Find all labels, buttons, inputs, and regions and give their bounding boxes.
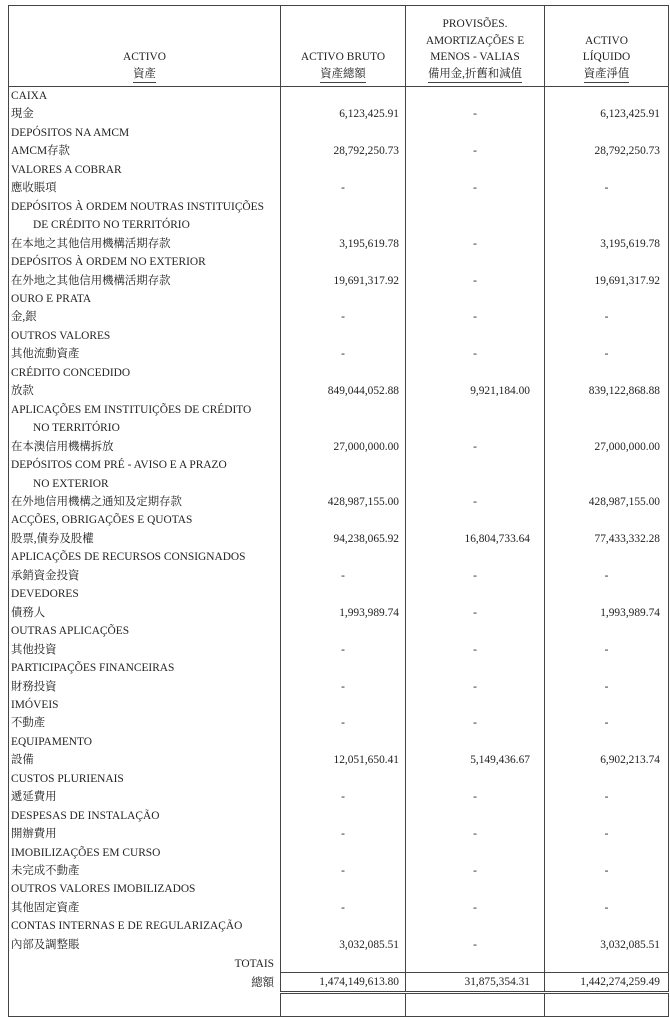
cell-activo-bruto	[281, 880, 406, 898]
row-label: 其他投資	[9, 641, 281, 659]
totals-label-row	[9, 954, 669, 973]
cell-provisoes	[406, 327, 545, 345]
cell-provisoes	[406, 475, 545, 493]
cell-activo-bruto: 3,195,619.78	[281, 235, 406, 253]
header-activo: ACTIVO 資產	[9, 6, 281, 87]
cell-provisoes: -	[406, 308, 545, 326]
cell-activo-bruto	[281, 548, 406, 566]
row-label: 現金	[9, 105, 281, 123]
cell-provisoes: -	[406, 641, 545, 659]
cell-activo-bruto: 1,993,989.74	[281, 604, 406, 622]
cell-activo-bruto	[281, 770, 406, 788]
cell-provisoes	[406, 216, 545, 234]
table-row	[9, 124, 669, 142]
cell-activo-liquido: -	[545, 788, 669, 806]
cell-activo-bruto: -	[281, 567, 406, 585]
row-label: DE CRÉDITO NO TERRITÓRIO	[9, 216, 281, 234]
cell-provisoes: -	[406, 936, 545, 954]
cell-provisoes: -	[406, 604, 545, 622]
cell-activo-liquido	[545, 401, 669, 419]
cell-activo-bruto: -	[281, 825, 406, 843]
cell-activo-liquido	[545, 696, 669, 714]
cell-provisoes: -	[406, 678, 545, 696]
row-label: DEPÓSITOS NA AMCM	[9, 124, 281, 142]
table-row	[9, 585, 669, 603]
table-row	[9, 105, 669, 123]
cell-activo-liquido: 3,032,085.51	[545, 936, 669, 954]
row-label: DESPESAS DE INSTALAÇÃO	[9, 807, 281, 825]
cell-activo-liquido: 3,195,619.78	[545, 235, 669, 253]
row-label: DEVEDORES	[9, 585, 281, 603]
cell-activo-liquido	[545, 364, 669, 382]
cell-activo-bruto: 428,987,155.00	[281, 493, 406, 511]
header-provisoes: PROVISÕES. AMORTIZAÇÕES E MENOS - VALIAS 備用金,折舊和減值	[406, 6, 545, 87]
header-activo-bruto: ACTIVO BRUTO 資產總額	[281, 6, 406, 87]
row-label: OUTROS VALORES	[9, 327, 281, 345]
cell-activo-bruto	[281, 327, 406, 345]
table-row	[9, 788, 669, 806]
cell-activo-liquido	[545, 807, 669, 825]
cell-provisoes: 9,921,184.00	[406, 382, 545, 400]
cell-activo-liquido	[545, 456, 669, 474]
row-label: 其他固定資產	[9, 899, 281, 917]
table-row	[9, 253, 669, 271]
row-label: 在本地之其他信用機構活期存款	[9, 235, 281, 253]
row-label: 放款	[9, 382, 281, 400]
row-label: CUSTOS PLURIENAIS	[9, 770, 281, 788]
cell-activo-liquido: 6,902,213.74	[545, 751, 669, 769]
cell-provisoes: -	[406, 105, 545, 123]
cell-activo-liquido: -	[545, 714, 669, 732]
table-row	[9, 733, 669, 751]
cell-activo-bruto	[281, 124, 406, 142]
table-row	[9, 419, 669, 437]
table-row	[9, 327, 669, 345]
cell-provisoes	[406, 733, 545, 751]
cell-activo-liquido	[545, 327, 669, 345]
cell-activo-liquido	[545, 548, 669, 566]
table-row	[9, 142, 669, 160]
table-row	[9, 216, 669, 234]
table-row	[9, 198, 669, 216]
row-label: OUTROS VALORES IMOBILIZADOS	[9, 880, 281, 898]
cell-activo-bruto	[281, 844, 406, 862]
row-label: PARTICIPAÇÕES FINANCEIRAS	[9, 659, 281, 677]
cell-provisoes	[406, 548, 545, 566]
cell-activo-liquido: -	[545, 862, 669, 880]
cell-provisoes	[406, 290, 545, 308]
row-label: EQUIPAMENTO	[9, 733, 281, 751]
row-label: 債務人	[9, 604, 281, 622]
cell-provisoes: 5,149,436.67	[406, 751, 545, 769]
cell-provisoes: -	[406, 142, 545, 160]
cell-provisoes	[406, 364, 545, 382]
row-label: OURO E PRATA	[9, 290, 281, 308]
cell-activo-bruto: -	[281, 678, 406, 696]
cell-activo-bruto: 3,032,085.51	[281, 936, 406, 954]
row-label: CONTAS INTERNAS E DE REGULARIZAÇÃO	[9, 917, 281, 935]
table-row	[9, 272, 669, 290]
table-row	[9, 678, 669, 696]
row-label: NO TERRITÓRIO	[9, 419, 281, 437]
row-label: VALORES A COBRAR	[9, 161, 281, 179]
cell-activo-bruto: -	[281, 345, 406, 363]
cell-activo-liquido	[545, 419, 669, 437]
cell-provisoes	[406, 456, 545, 474]
cell-activo-liquido	[545, 87, 669, 106]
cell-activo-liquido: -	[545, 678, 669, 696]
cell-activo-bruto	[281, 456, 406, 474]
row-label: 在外地之其他信用機構活期存款	[9, 272, 281, 290]
cell-activo-liquido: 1,993,989.74	[545, 604, 669, 622]
row-label: 應收賬項	[9, 179, 281, 197]
cell-activo-liquido	[545, 622, 669, 640]
table-row	[9, 456, 669, 474]
cell-activo-bruto	[281, 475, 406, 493]
header-activo-liquido: ACTIVO LÍQUIDO 資產淨值	[545, 6, 669, 87]
cell-activo-liquido: -	[545, 179, 669, 197]
table-row	[9, 641, 669, 659]
table-row	[9, 530, 669, 548]
row-label: IMÓVEIS	[9, 696, 281, 714]
cell-provisoes	[406, 770, 545, 788]
asset-table	[8, 5, 669, 1017]
table-row	[9, 880, 669, 898]
total-liquido: 1,442,274,259.49	[545, 973, 669, 993]
table-row	[9, 899, 669, 917]
total-provisoes: 31,875,354.31	[406, 973, 545, 993]
cell-activo-bruto	[281, 364, 406, 382]
row-label: 設備	[9, 751, 281, 769]
table-row	[9, 936, 669, 954]
table-row	[9, 567, 669, 585]
totals-label-zh: 總額	[9, 973, 281, 993]
cell-provisoes: -	[406, 179, 545, 197]
row-label: APLICAÇÕES EM INSTITUIÇÕES DE CRÉDITO	[9, 401, 281, 419]
row-label: CAIXA	[9, 87, 281, 106]
table-row	[9, 659, 669, 677]
row-label: NO EXTERIOR	[9, 475, 281, 493]
row-label: 不動產	[9, 714, 281, 732]
row-label: 開辦費用	[9, 825, 281, 843]
cell-provisoes	[406, 198, 545, 216]
cell-activo-liquido: 77,433,332.28	[545, 530, 669, 548]
cell-activo-liquido: 28,792,250.73	[545, 142, 669, 160]
row-label: 在本澳信用機構拆放	[9, 438, 281, 456]
table-row	[9, 622, 669, 640]
cell-activo-bruto	[281, 419, 406, 437]
cell-activo-liquido	[545, 216, 669, 234]
table-row	[9, 475, 669, 493]
cell-activo-bruto	[281, 659, 406, 677]
table-body	[9, 87, 669, 955]
cell-provisoes: -	[406, 862, 545, 880]
table-row	[9, 511, 669, 529]
cell-provisoes: -	[406, 272, 545, 290]
cell-activo-liquido	[545, 290, 669, 308]
cell-provisoes: -	[406, 899, 545, 917]
table-row	[9, 235, 669, 253]
table-row	[9, 345, 669, 363]
cell-activo-liquido: -	[545, 825, 669, 843]
table-row	[9, 825, 669, 843]
row-label: 其他流動資產	[9, 345, 281, 363]
cell-provisoes	[406, 253, 545, 271]
cell-provisoes	[406, 696, 545, 714]
cell-activo-liquido	[545, 475, 669, 493]
cell-provisoes: -	[406, 493, 545, 511]
cell-activo-bruto	[281, 807, 406, 825]
cell-activo-bruto: -	[281, 899, 406, 917]
table-row	[9, 714, 669, 732]
table-row	[9, 161, 669, 179]
table-row	[9, 844, 669, 862]
cell-provisoes: -	[406, 438, 545, 456]
header-row	[9, 6, 669, 87]
row-label: 金,銀	[9, 308, 281, 326]
table-row	[9, 493, 669, 511]
cell-activo-bruto: -	[281, 714, 406, 732]
cell-activo-liquido: -	[545, 641, 669, 659]
cell-activo-liquido	[545, 124, 669, 142]
cell-activo-bruto: 27,000,000.00	[281, 438, 406, 456]
table-row	[9, 438, 669, 456]
cell-activo-liquido	[545, 585, 669, 603]
cell-activo-bruto	[281, 401, 406, 419]
cell-provisoes	[406, 917, 545, 935]
cell-activo-bruto	[281, 511, 406, 529]
table-row	[9, 770, 669, 788]
table-row	[9, 308, 669, 326]
cell-activo-liquido: 6,123,425.91	[545, 105, 669, 123]
cell-activo-liquido	[545, 880, 669, 898]
totals-label-pt: TOTAIS	[9, 954, 281, 973]
cell-activo-liquido	[545, 511, 669, 529]
table-row	[9, 290, 669, 308]
cell-activo-bruto: -	[281, 862, 406, 880]
table-row	[9, 87, 669, 106]
cell-provisoes: -	[406, 235, 545, 253]
row-label: ACÇÕES, OBRIGAÇÕES E QUOTAS	[9, 511, 281, 529]
cell-provisoes	[406, 880, 545, 898]
table-row	[9, 696, 669, 714]
table-row	[9, 751, 669, 769]
cell-provisoes: -	[406, 345, 545, 363]
cell-provisoes	[406, 87, 545, 106]
table-row	[9, 548, 669, 566]
cell-activo-bruto	[281, 161, 406, 179]
cell-activo-bruto	[281, 696, 406, 714]
cell-provisoes	[406, 511, 545, 529]
cell-activo-liquido	[545, 917, 669, 935]
cell-activo-bruto: 94,238,065.92	[281, 530, 406, 548]
cell-activo-liquido: 839,122,868.88	[545, 382, 669, 400]
row-label: DEPÓSITOS À ORDEM NO EXTERIOR	[9, 253, 281, 271]
cell-provisoes: -	[406, 788, 545, 806]
cell-provisoes	[406, 124, 545, 142]
cell-activo-bruto: 849,044,052.88	[281, 382, 406, 400]
cell-provisoes	[406, 401, 545, 419]
balance-sheet	[8, 5, 668, 998]
cell-activo-liquido: 428,987,155.00	[545, 493, 669, 511]
cell-activo-liquido	[545, 844, 669, 862]
cell-activo-liquido: 19,691,317.92	[545, 272, 669, 290]
cell-activo-bruto: 6,123,425.91	[281, 105, 406, 123]
cell-activo-bruto	[281, 290, 406, 308]
row-label: APLICAÇÕES DE RECURSOS CONSIGNADOS	[9, 548, 281, 566]
cell-activo-bruto: -	[281, 179, 406, 197]
cell-activo-bruto: 12,051,650.41	[281, 751, 406, 769]
cell-activo-bruto	[281, 253, 406, 271]
row-label: 承銷資金投資	[9, 567, 281, 585]
cell-activo-bruto: 28,792,250.73	[281, 142, 406, 160]
cell-provisoes: 16,804,733.64	[406, 530, 545, 548]
row-label: 未完成不動產	[9, 862, 281, 880]
row-label: 遞延費用	[9, 788, 281, 806]
cell-activo-bruto	[281, 585, 406, 603]
cell-activo-liquido: -	[545, 899, 669, 917]
table-row	[9, 862, 669, 880]
table-row	[9, 807, 669, 825]
cell-activo-bruto: -	[281, 308, 406, 326]
cell-activo-liquido: -	[545, 308, 669, 326]
cell-provisoes: -	[406, 567, 545, 585]
cell-activo-bruto	[281, 87, 406, 106]
cell-provisoes: -	[406, 714, 545, 732]
row-label: IMOBILIZAÇÕES EM CURSO	[9, 844, 281, 862]
cell-provisoes	[406, 807, 545, 825]
row-label: 財務投資	[9, 678, 281, 696]
cell-activo-liquido: -	[545, 567, 669, 585]
cell-activo-liquido	[545, 733, 669, 751]
cell-activo-liquido: -	[545, 345, 669, 363]
cell-activo-liquido	[545, 161, 669, 179]
table-row	[9, 401, 669, 419]
cell-activo-liquido	[545, 253, 669, 271]
row-label: 內部及調整賬	[9, 936, 281, 954]
table-row	[9, 179, 669, 197]
cell-provisoes	[406, 419, 545, 437]
cell-activo-bruto: 19,691,317.92	[281, 272, 406, 290]
cell-provisoes	[406, 659, 545, 677]
row-label: OUTRAS APLICAÇÕES	[9, 622, 281, 640]
cell-activo-bruto	[281, 917, 406, 935]
cell-provisoes	[406, 161, 545, 179]
row-label: AMCM存款	[9, 142, 281, 160]
cell-provisoes: -	[406, 825, 545, 843]
cell-activo-liquido	[545, 198, 669, 216]
table-row	[9, 604, 669, 622]
cell-activo-bruto: -	[281, 788, 406, 806]
row-label: CRÉDITO CONCEDIDO	[9, 364, 281, 382]
table-row	[9, 917, 669, 935]
cell-activo-liquido	[545, 770, 669, 788]
cell-activo-liquido	[545, 659, 669, 677]
table-row	[9, 364, 669, 382]
cell-activo-bruto	[281, 216, 406, 234]
cell-activo-bruto	[281, 198, 406, 216]
totals-underline-row	[9, 993, 669, 1017]
cell-provisoes	[406, 844, 545, 862]
total-bruto: 1,474,149,613.80	[281, 973, 406, 993]
row-label: 在外地信用機構之通知及定期存款	[9, 493, 281, 511]
cell-activo-bruto	[281, 733, 406, 751]
totals-row	[9, 973, 669, 993]
cell-provisoes	[406, 585, 545, 603]
row-label: DEPÓSITOS COM PRÉ - AVISO E A PRAZO	[9, 456, 281, 474]
cell-provisoes	[406, 622, 545, 640]
cell-activo-liquido: 27,000,000.00	[545, 438, 669, 456]
cell-activo-bruto: -	[281, 641, 406, 659]
table-row	[9, 382, 669, 400]
row-label: DEPÓSITOS À ORDEM NOUTRAS INSTITUIÇÕES	[9, 198, 281, 216]
cell-activo-bruto	[281, 622, 406, 640]
row-label: 股票,債券及股權	[9, 530, 281, 548]
